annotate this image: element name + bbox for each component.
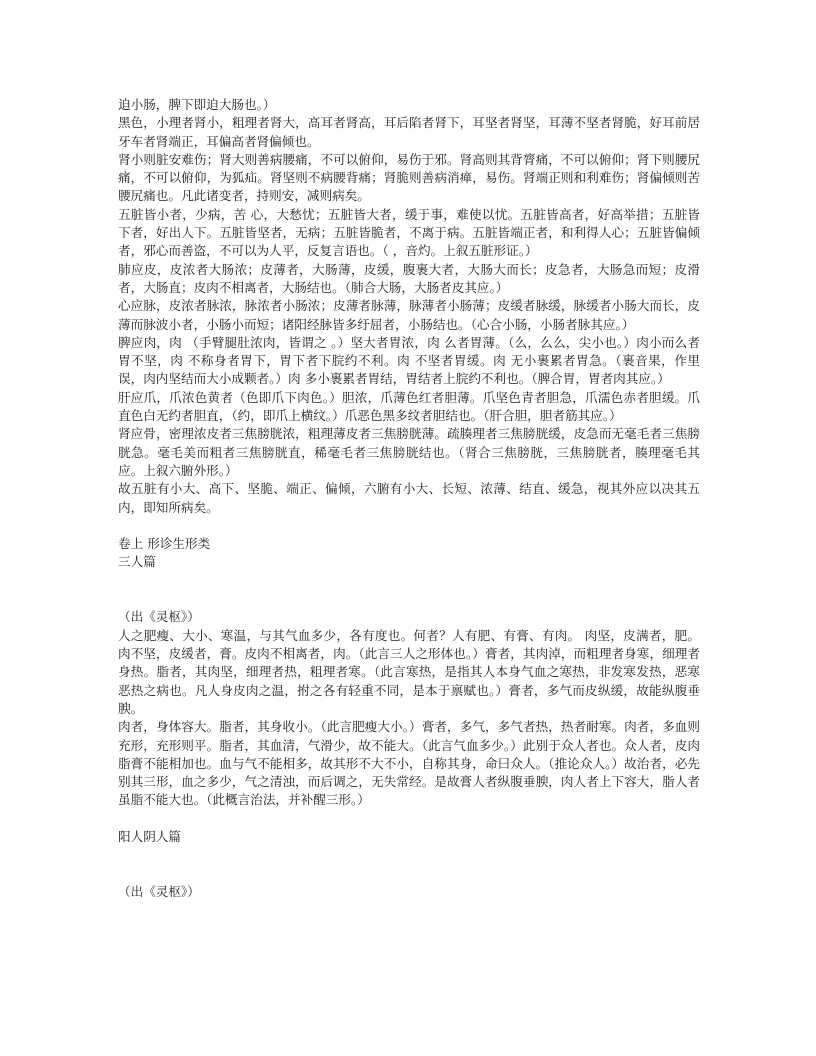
source-note: （出《灵枢》） — [118, 609, 200, 625]
document-page — [118, 96, 700, 901]
paragraph: 迫小肠，脾下即迫大肠也。） — [118, 97, 276, 112]
paragraph: 心应脉，皮浓者脉浓，脉浓者小肠浓；皮薄者脉薄，脉薄者小肠薄；皮缓者脉缓，脉缓者小肠大而长，皮薄而脉波小者，小肠小而短；诸阳经脉皆多纡屈者，小肠结也。（心合小肠，小肠者脉其应。） — [118, 298, 700, 332]
chapter-title: 阳人阴人篇 — [118, 828, 181, 844]
paragraph: 肾小则脏安难伤；肾大则善病腰痛，不可以俯仰，易伤于邪。肾高则其背膂痛，不可以俯仰；肾下则腰尻痛，不可以俯仰，为狐疝。肾坚则不病腰背痛；肾脆则善病消瘅，易伤。肾端正则和利难伤；肾偏倾则苦腰尻痛也。凡此诸变者，持则安，减则病矣。 — [118, 151, 700, 204]
chapter-title: 三人篇 — [118, 554, 156, 570]
spacer — [118, 517, 700, 535]
spacer — [118, 810, 700, 828]
volume-heading: 卷上 形诊生形类 — [118, 535, 211, 551]
paragraph: 五脏皆小者，少病，苦 心，大愁忧；五脏皆大者，缓于事，难使以忧。五脏皆高者，好高举措；五脏皆下者，好出人下。五脏皆坚者，无病；五脏皆脆者，不离于病。五脏皆端正者，和利得人心；五脏皆偏倾者，邪心而善盗，不可以为人平，反复言语也。（ ，音灼。上叙五脏形证。） — [118, 206, 700, 259]
paragraph: 人之肥瘦、大小、寒温，与其气血多少，各有度也。何者？人有肥、有膏、有肉。 肉坚，皮满者，肥。肉不坚，皮缓者，膏。皮肉不相离者，肉。（此言三人之形体也。）膏者，其肉淖，而粗理者身寒，细理者身热。脂者，其肉坚，细理者热，粗理者寒。（此言寒热，是指其人本身气血之寒热，非发寒发热，恶寒恶热之病也。凡人身皮肉之温，拊之各有轻重不同，是本于禀赋也。）膏者，多气而皮纵缓，故能纵腹垂腴。 — [118, 627, 700, 716]
paragraph: 故五脏有小大、高下、坚脆、端正、偏倾，六腑有小大、长短、浓薄、结直、缓急，视其外应以决其五内，即知所病矣。 — [118, 481, 700, 515]
spacer — [118, 571, 700, 608]
paragraph: 肺应皮，皮浓者大肠浓；皮薄者，大肠薄，皮缓，腹裹大者，大肠大而长；皮急者，大肠急而短；皮滑者，大肠直；皮肉不相离者，大肠结也。（肺合大肠，大肠者皮其应。） — [118, 261, 700, 295]
spacer — [118, 846, 700, 883]
paragraph: 黑色，小理者肾小，粗理者肾大，高耳者肾高，耳后陷者肾下，耳坚者肾坚，耳薄不坚者肾脆，好耳前居牙车者肾端正，耳偏高者肾偏倾也。 — [118, 115, 700, 149]
paragraph: 脾应肉，肉 （手臂腿肚浓肉，皆谓之 。）坚大者胃浓，肉 么者胃薄。（么，么么，尖小也。）肉小而么者胃不坚，肉 不称身者胃下，胃下者下脘约不利。肉 不坚者胃缓。肉 无小裹累者胃急。（裹音果，作里误，肉内坚结而大小成颗者。）肉 多小裹累者胃结，胃结者上脘约不利也。（脾合胃，胃者肉其应。） — [118, 334, 700, 387]
paragraph: 肉者，身体容大。脂者，其身收小。（此言肥瘦大小。）膏者，多气，多气者热，热者耐寒。肉者，多血则充形，充形则平。脂者，其血清，气滑少，故不能大。（此言气血多少。）此别于众人者也。众人者，皮肉脂膏不能相加也。血与气不能相多，故其形不大不小，自称其身，命曰众人。（推论众人。）故治者，必先别其三形，血之多少，气之清浊，而后调之，无失常经。是故膏人者纵腹垂腴，肉人者上下容大，脂人者虽脂不能大也。（此概言治法，并补醒三形。） — [118, 719, 700, 808]
paragraph: 肝应爪，爪浓色黄者（色即爪下肉色。）胆浓，爪薄色红者胆薄。爪坚色青者胆急，爪濡色赤者胆缓。爪直色白无约者胆直，（约，即爪上横纹。）爪恶色黑多纹者胆结也。（肝合胆，胆者筋其应。） — [118, 389, 700, 424]
source-note: （出《灵枢》） — [118, 883, 200, 899]
paragraph: 肾应骨，密理浓皮者三焦膀胱浓，粗理薄皮者三焦膀胱薄。疏腠理者三焦膀胱缓，皮急而无毫毛者三焦膀胱急。毫毛美而粗者三焦膀胱直，稀毫毛者三焦膀胱结也。（肾合三焦膀胱，三焦膀胱者，腠理毫毛其应。上叙六腑外形。） — [118, 426, 700, 478]
